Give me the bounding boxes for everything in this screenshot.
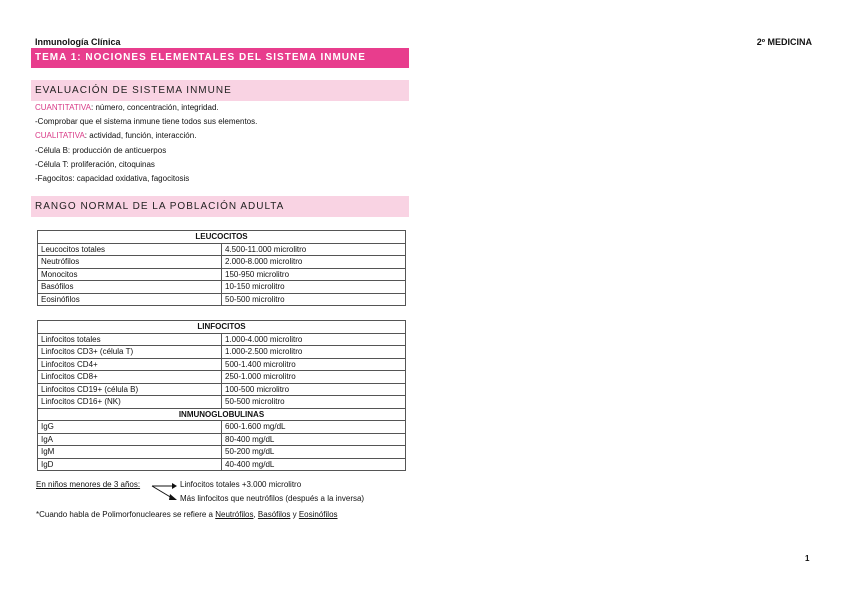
- cell-label: Linfocitos CD8+: [38, 371, 222, 384]
- cell-value: 250-1.000 microlitro: [222, 371, 406, 384]
- cell-value: 50-200 mg/dL: [222, 446, 406, 459]
- quant-label: CUANTITATIVA: [35, 103, 91, 112]
- cell-value: 500-1.400 microlitro: [222, 358, 406, 371]
- cell-value: 600-1.600 mg/dL: [222, 421, 406, 434]
- cell-label: Linfocitos CD16+ (NK): [38, 396, 222, 409]
- page-number: 1: [805, 554, 810, 563]
- table-row: [38, 396, 406, 409]
- cell-value: 50-500 microlitro: [222, 293, 406, 306]
- course-name: Inmunología Clínica: [35, 37, 121, 47]
- footnote-prefix: *Cuando habla de Polimorfonucleares se refiere a: [36, 510, 216, 519]
- arrow-icons: [150, 478, 180, 504]
- footnote-sep: ,: [253, 510, 258, 519]
- section-title-evaluacion: EVALUACIÓN DE SISTEMA INMUNE: [31, 80, 409, 101]
- cell-label: Linfocitos CD4+: [38, 358, 222, 371]
- footnote-sep: y: [290, 510, 299, 519]
- qual-line: [35, 129, 257, 143]
- arrow-right-head-icon: [172, 483, 177, 489]
- cell-label: IgA: [38, 433, 222, 446]
- footnote-term-eosinofilos: Eosinófilos: [298, 510, 338, 519]
- footnote: [36, 510, 338, 519]
- cell-value: 4.500-11.000 microlitro: [222, 243, 406, 256]
- cell-value: 1.000-4.000 microlitro: [222, 333, 406, 346]
- line-fagocitos: -Fagocitos: capacidad oxidativa, fagocitosis: [35, 174, 190, 184]
- table-row: [38, 268, 406, 281]
- line-comprobar: -Comprobar que el sistema inmune tiene todos sus elementos.: [35, 117, 258, 127]
- cell-label: Leucocitos totales: [38, 243, 222, 256]
- cell-label: Linfocitos totales: [38, 333, 222, 346]
- cell-label: Monocitos: [38, 268, 222, 281]
- table-leucocitos: [37, 230, 406, 306]
- cell-value: 1.000-2.500 microlitro: [222, 346, 406, 359]
- arrow-diagonal-head-icon: [169, 494, 177, 500]
- table-row: [38, 346, 406, 359]
- table-header: LEUCOCITOS: [38, 231, 406, 244]
- table-header-inmunoglobulinas: INMUNOGLOBULINAS: [38, 408, 406, 421]
- table-row: [38, 446, 406, 459]
- cell-label: IgG: [38, 421, 222, 434]
- table-row: [38, 458, 406, 471]
- cell-value: 2.000-8.000 microlitro: [222, 256, 406, 269]
- cell-label: IgM: [38, 446, 222, 459]
- line-celula-b: -Célula B: producción de anticuerpos: [35, 145, 167, 155]
- cell-value: 100-500 microlitro: [222, 383, 406, 396]
- table-header: LINFOCITOS: [38, 321, 406, 334]
- children-note-arrow2: Más linfocitos que neutrófilos (después a la inversa): [180, 494, 365, 503]
- table-row: [38, 333, 406, 346]
- course-year: 2º MEDICINA: [756, 37, 812, 47]
- topic-title: TEMA 1: NOCIONES ELEMENTALES DEL SISTEMA INMUNE: [31, 48, 409, 68]
- evaluation-text: [35, 101, 257, 186]
- cell-label: Basófilos: [38, 281, 222, 294]
- qual-label: CUALITATIVA: [35, 131, 85, 141]
- section-title-rango: RANGO NORMAL DE LA POBLACIÓN ADULTA: [31, 196, 409, 217]
- cell-value: 40-400 mg/dL: [222, 458, 406, 471]
- table-linfocitos: [37, 320, 406, 471]
- table-row: [38, 293, 406, 306]
- children-note-arrow1: Linfocitos totales +3.000 microlitro: [180, 480, 302, 489]
- cell-label: Linfocitos CD3+ (célula T): [38, 346, 222, 359]
- cell-value: 150-950 microlitro: [222, 268, 406, 281]
- footnote-term-basofilos: Basófilos: [257, 510, 291, 519]
- quant-line: [35, 101, 257, 115]
- table-row: [38, 256, 406, 269]
- arrow-diagonal-icon: [152, 486, 172, 498]
- table-row: [38, 371, 406, 384]
- table-row: [38, 433, 406, 446]
- line-celula-t: -Célula T: proliferación, citoquinas: [35, 159, 155, 169]
- cell-label: Linfocitos CD19+ (célula B): [38, 383, 222, 396]
- table-row: [38, 243, 406, 256]
- table-row: [38, 358, 406, 371]
- cell-value: 10-150 microlitro: [222, 281, 406, 294]
- cell-label: Neutrófilos: [38, 256, 222, 269]
- table-row: [38, 383, 406, 396]
- cell-label: IgD: [38, 458, 222, 471]
- children-note-label: En niños menores de 3 años:: [36, 480, 141, 489]
- qual-text: : actividad, función, interacción.: [84, 131, 197, 141]
- table-row: [38, 281, 406, 294]
- cell-value: 80-400 mg/dL: [222, 433, 406, 446]
- footnote-term-neutrofilos: Neutrófilos: [215, 510, 254, 519]
- quant-text: : número, concentración, integridad.: [91, 103, 219, 112]
- table-row: [38, 421, 406, 434]
- cell-value: 50-500 microlitro: [222, 396, 406, 409]
- cell-label: Eosinófilos: [38, 293, 222, 306]
